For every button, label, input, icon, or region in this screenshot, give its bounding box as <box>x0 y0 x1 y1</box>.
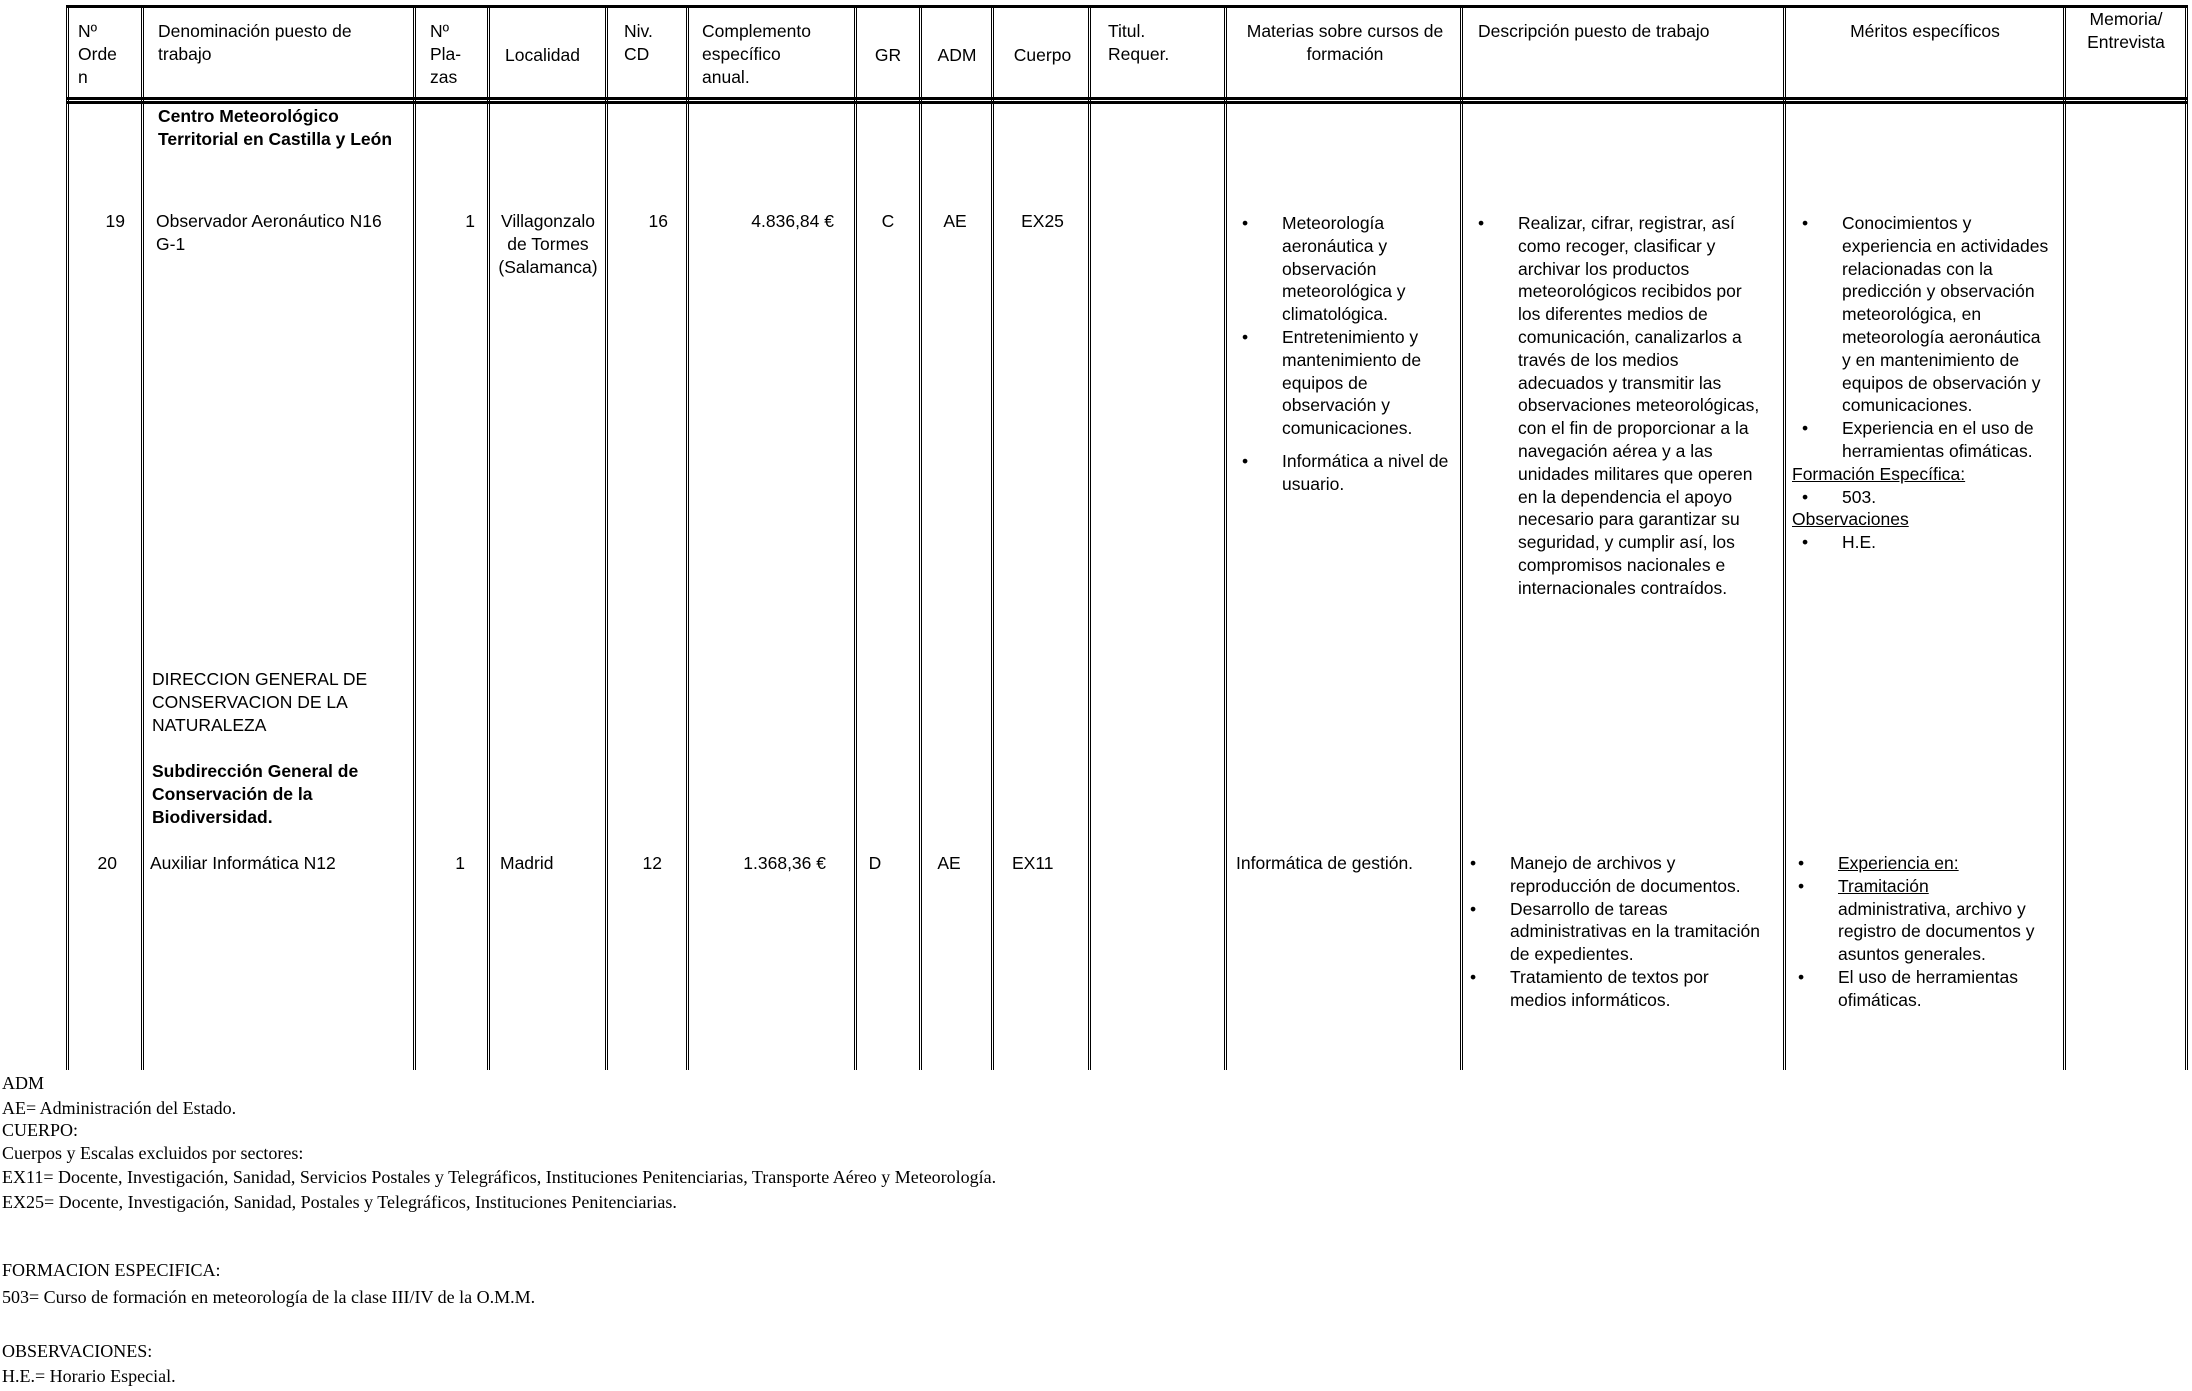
row-denominacion: Auxiliar Informática N12 <box>150 853 336 873</box>
header-memoria: Memoria/ Entrevista <box>2087 9 2165 52</box>
header-adm: ADM <box>937 45 977 65</box>
row-meritos-list <box>1788 852 2058 1012</box>
body-top-border <box>66 101 2188 104</box>
row-localidad: Villagonzalo de Tormes (Salamanca) <box>498 211 598 277</box>
formacion-label: Formación Específica: <box>1792 463 1966 484</box>
footnote-cuerpo-title: CUERPO: <box>2 1120 79 1140</box>
list-item <box>1788 875 2058 966</box>
column-divider <box>1088 7 1091 1070</box>
column-divider <box>605 7 608 1070</box>
list-item: • El uso de herramientas ofimáticas. <box>1788 966 2058 1012</box>
footnote-item: 503= Curso de formación en meteorología de la clase III/IV de la O.M.M. <box>2 1287 536 1307</box>
column-divider <box>487 7 490 1070</box>
column-divider <box>854 7 857 1070</box>
header-localidad: Localidad <box>505 45 580 65</box>
header-titul: Titul. Requer. <box>1108 21 1170 64</box>
row-descripcion-list <box>1468 212 1768 600</box>
footnote-item: H.E.= Horario Especial. <box>2 1366 176 1386</box>
list-item: • Informática a nivel de usuario. <box>1232 450 1454 496</box>
row-localidad: Madrid <box>500 853 554 873</box>
list-item: • Entretenimiento y mantenimiento de equipos de observación y comunicaciones. <box>1232 326 1454 440</box>
observaciones-label: Observaciones <box>1792 509 1909 530</box>
list-item: • Meteorología aeronáutica y observación meteorológica y climatológica. <box>1232 212 1454 326</box>
footnote-observaciones-title: OBSERVACIONES: <box>2 1341 153 1361</box>
meritos-sub-text: administrativa, archivo y registro de documentos y asuntos generales. <box>1838 898 2035 965</box>
header-materias: Materias sobre cursos de formación <box>1246 21 1444 64</box>
list-item: • Manejo de archivos y reproducción de documentos. <box>1460 852 1760 898</box>
list-item: • Tratamiento de textos por medios informáticos. <box>1460 966 1760 1012</box>
footnote-adm-title: ADM <box>2 1073 45 1093</box>
section-subdireccion: Subdirección General de Conservación de la Biodiversidad. <box>152 761 359 827</box>
row-cuerpo: EX11 <box>1012 853 1054 873</box>
section-direccion: DIRECCION GENERAL DE CONSERVACION DE LA NATURALEZA <box>152 669 368 735</box>
row-complemento: 4.836,84 € <box>751 211 834 231</box>
list-item: • H.E. <box>1792 531 2054 554</box>
row-adm: AE <box>943 211 967 231</box>
list-item: • Experiencia en: <box>1788 852 2058 875</box>
meritos-sub-heading: Tramitación <box>1838 875 1929 896</box>
column-divider <box>919 7 922 1070</box>
row-adm: AE <box>937 853 961 873</box>
header-orden: Nº Orde n <box>78 21 117 87</box>
header-denominacion: Denominación puesto de trabajo <box>158 21 352 64</box>
header-nivcd: Niv. CD <box>624 21 653 64</box>
header-gr: GR <box>874 45 902 65</box>
row-cuerpo: EX25 <box>1021 211 1064 231</box>
list-item: • Conocimientos y experiencia en actividades relacionadas con la predicción y observación meteorológica, en meteorología aeronáutica y en mantenimiento de equipos de observación y comunicaciones. <box>1792 212 2054 417</box>
column-divider <box>66 7 69 1070</box>
footnote-cuerpo-intro: Cuerpos y Escalas excluidos por sectores: <box>2 1143 304 1163</box>
row-gr: C <box>881 211 895 231</box>
footnote-item: EX11= Docente, Investigación, Sanidad, Servicios Postales y Telegráficos, Instituciones Penitenciarias, Transporte Aéreo y Meteorología. <box>2 1167 997 1187</box>
row-gr: D <box>868 853 882 873</box>
list-item: • Desarrollo de tareas administrativas en la tramitación de expedientes. <box>1460 898 1760 966</box>
row-plazas: 1 <box>455 853 465 873</box>
section-centro: Centro Meteorológico Territorial en Castilla y León <box>158 106 393 149</box>
header-descripcion: Descripción puesto de trabajo <box>1478 21 1710 41</box>
row-plazas: 1 <box>465 211 475 231</box>
footnote-item: EX25= Docente, Investigación, Sanidad, Postales y Telegráficos, Instituciones Penitenciarias. <box>2 1192 677 1212</box>
header-cuerpo: Cuerpo <box>1013 45 1072 65</box>
column-divider <box>2063 7 2066 1070</box>
header-complemento: Complemento específico anual. <box>702 21 811 87</box>
row-materias: Informática de gestión. <box>1236 853 1414 873</box>
row-nivcd: 16 <box>648 211 668 231</box>
table-top-border <box>66 5 2188 8</box>
header-meritos: Méritos específicos <box>1850 21 2000 41</box>
row-materias-list <box>1232 212 1454 496</box>
meritos-list <box>1792 212 2054 463</box>
list-item: • 503. <box>1792 486 2054 509</box>
row-complemento: 1.368,36 € <box>743 853 826 873</box>
row-denominacion: Observador Aeronáutico N16 G-1 <box>156 211 382 254</box>
list-item: • Realizar, cifrar, registrar, así como recoger, clasificar y archivar los productos meteorológicos recibidos por los diferentes medios de comunicación, canalizarlos a través de los medios adecuados y transmitir las observaciones meteorológicas, con el fin de proporcionar a la navegación aérea y a las unidades militares que operen en la dependencia el apoyo necesario para garantizar su seguridad, y cumplir así, los compromisos nacionales e internacionales contraídos. <box>1468 212 1768 600</box>
column-divider <box>1224 7 1227 1070</box>
column-divider <box>2185 7 2188 1070</box>
column-divider <box>413 7 416 1070</box>
header-plazas: Nº Pla- zas <box>430 21 462 87</box>
column-divider <box>991 7 994 1070</box>
row-meritos <box>1792 212 2054 554</box>
row-orden: 19 <box>105 211 125 231</box>
row-orden: 20 <box>97 853 117 873</box>
header-bottom-border <box>66 97 2188 100</box>
row-nivcd: 12 <box>642 853 662 873</box>
row-descripcion-list <box>1460 852 1760 1012</box>
footnote-formacion-title: FORMACION ESPECIFICA: <box>2 1260 221 1280</box>
column-divider <box>141 7 144 1070</box>
column-divider <box>1783 7 1786 1070</box>
footnote-item: AE= Administración del Estado. <box>2 1098 237 1118</box>
column-divider <box>686 7 689 1070</box>
list-item: • Experiencia en el uso de herramientas ofimáticas. <box>1792 417 2054 463</box>
